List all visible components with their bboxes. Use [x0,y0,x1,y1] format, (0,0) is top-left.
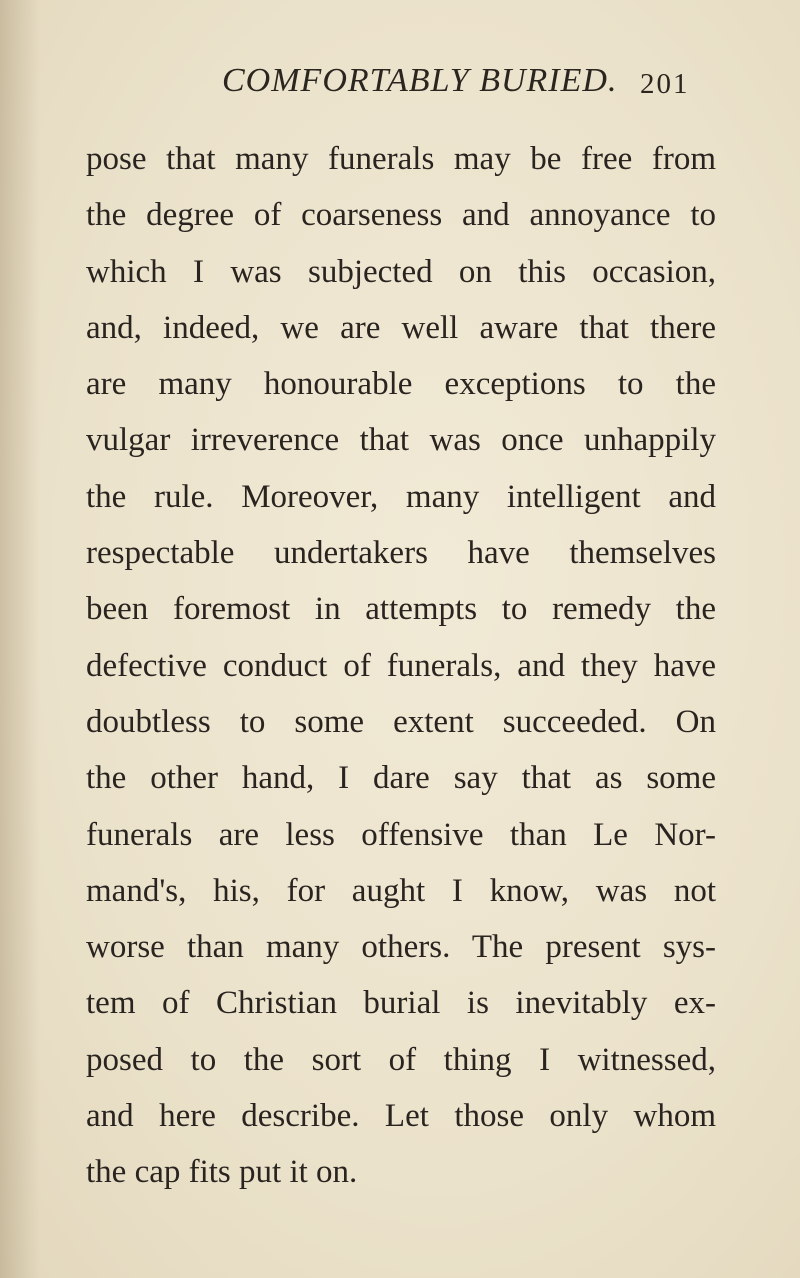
running-head [0,62,800,112]
text-line: posed to the sort of thing I witnessed, [86,1041,716,1078]
text-line: tem of Christian burial is inevitably ex- [86,985,716,1022]
text-line-last: the cap fits put it on. [86,1154,358,1191]
text-line: and, indeed, we are well aware that there [86,309,716,346]
running-title: COMFORTABLY BURIED. [222,62,618,99]
text-line: respectable undertakers have themselves [86,535,716,572]
text-line: funerals are less offensive than Le Nor- [86,816,716,853]
text-line: defective conduct of funerals, and they have [86,647,716,684]
page-number: 201 [640,68,690,100]
text-line: worse than many others. The present sys- [86,929,716,966]
text-line: doubtless to some extent succeeded. On [86,703,716,740]
text-line: pose that many funerals may be free from [86,141,716,177]
text-line: been foremost in attempts to remedy the [86,591,716,628]
body-text [86,131,716,1201]
text-line: vulgar irreverence that was once unhappily [86,422,716,459]
text-line: and here describe. Let those only whom [86,1098,716,1135]
text-line: are many honourable exceptions to the [86,366,716,403]
text-line: the rule. Moreover, many intelligent and [86,478,716,515]
text-line: the other hand, I dare say that as some [86,760,716,797]
gutter-shadow [0,0,40,1278]
text-line: mand's, his, for aught I know, was not [86,872,716,909]
text-line: the degree of coarseness and annoyance to [86,197,716,234]
text-line: which I was subjected on this occasion, [86,253,716,290]
